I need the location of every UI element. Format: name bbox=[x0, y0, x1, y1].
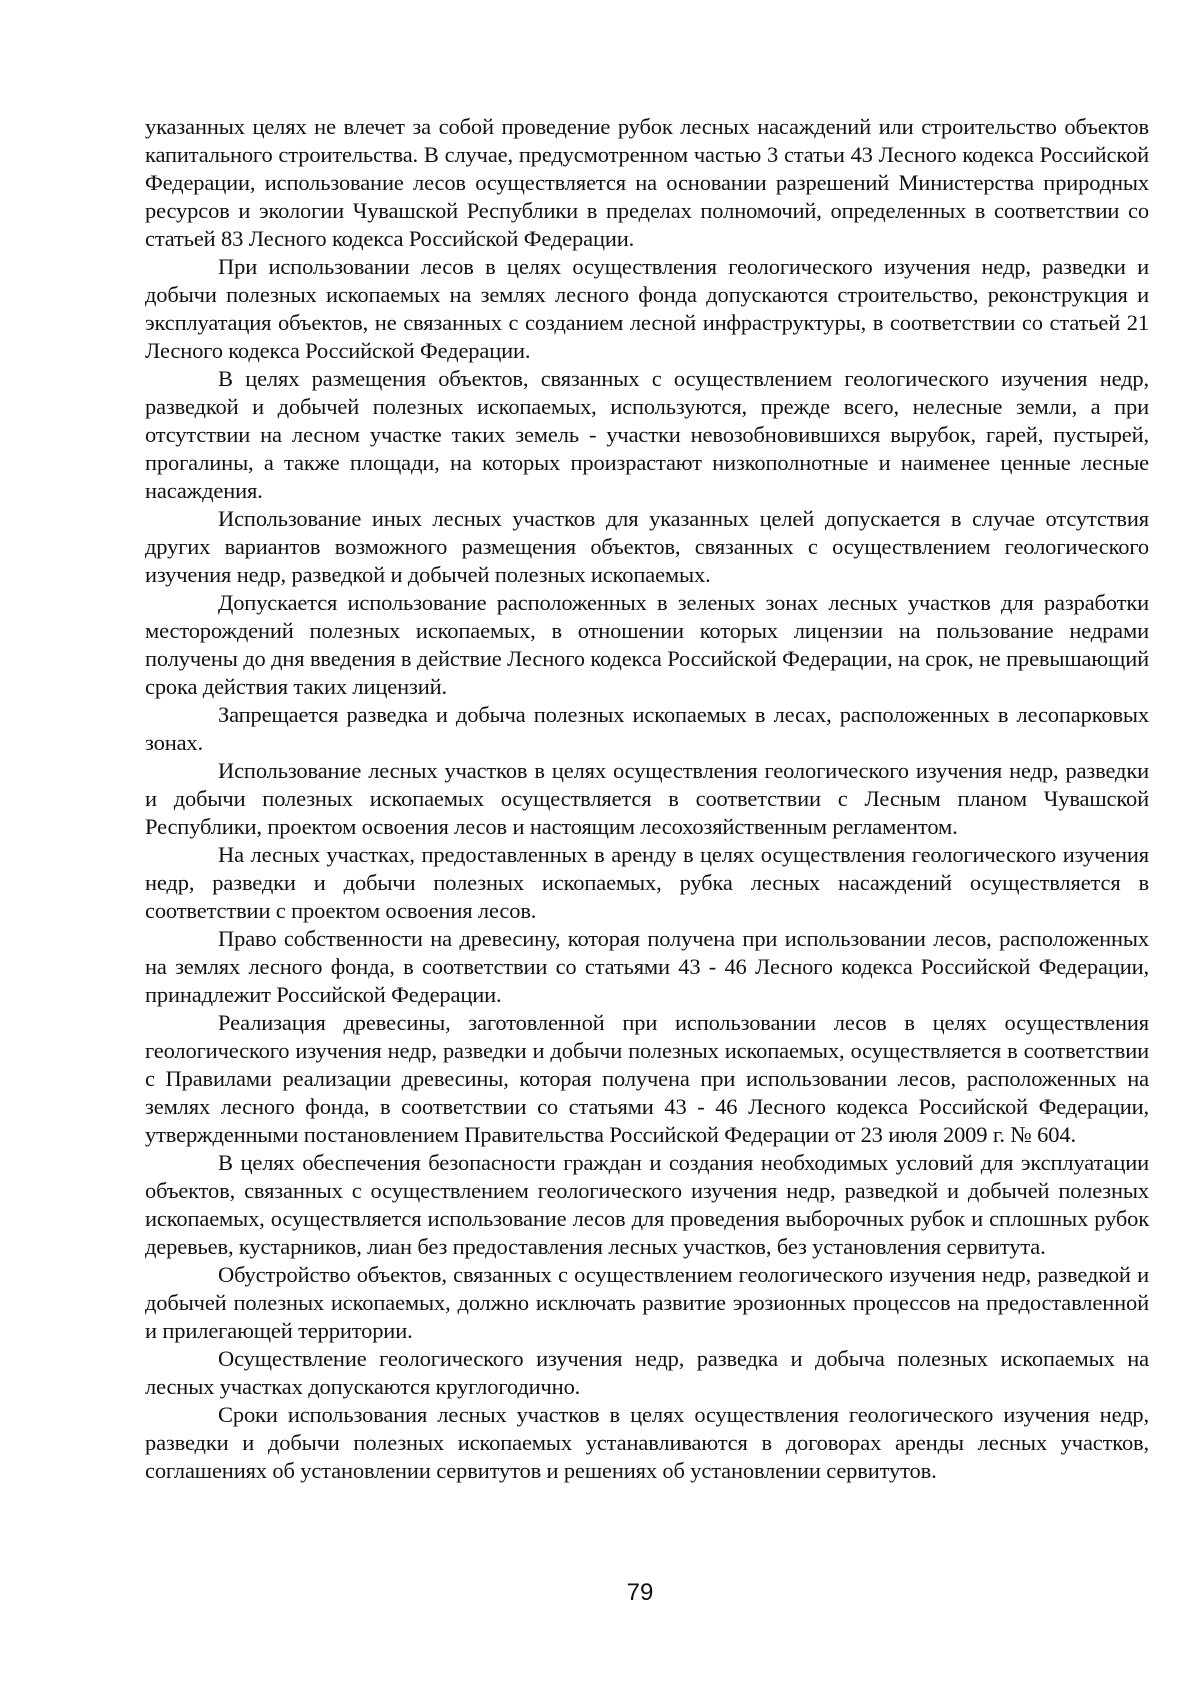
page-number: 79 bbox=[626, 1579, 654, 1606]
paragraph: Реализация древесины, заготовленной при использовании лесов в целях осуществления геологического изучения недр, разведки и добычи полезных ископаемых, осуществляется в соответствии с Правилами реализации древесины, которая получена при использовании лесов, расположенных на землях лесного фонда, в соответствии со статьями 43 - 46 Лесного кодекса Российской Федерации, утвержденными постановлением Правительства Российской Федерации от 23 июля 2009 г. № 604. bbox=[145, 1010, 1149, 1147]
paragraph: При использовании лесов в целях осуществления геологического изучения недр, разведки и добычи полезных ископаемых на землях лесного фонда допускаются строительство, реконструкция и эксплуатация объектов, не связанных с созданием лесной инфраструктуры, в соответствии со статьей 21 Лесного кодекса Российской Федерации. bbox=[145, 254, 1149, 363]
paragraph: Сроки использования лесных участков в целях осуществления геологического изучения недр, разведки и добычи полезных ископаемых устанавливаются в договорах аренды лесных участков, соглашениях об установлении сервитутов и решениях об установлении сервитутов. bbox=[145, 1402, 1149, 1483]
paragraph: В целях размещения объектов, связанных с осуществлением геологического изучения недр, разведкой и добычей полезных ископаемых, используются, прежде всего, нелесные земли, а при отсутствии на лесном участке таких земель - участки невозобновившихся вырубок, гарей, пустырей, прогалины, а также площади, на которых произрастают низкополнотные и наименее ценные лесные насаждения. bbox=[145, 366, 1149, 503]
paragraph: Допускается использование расположенных в зеленых зонах лесных участков для разработки месторождений полезных ископаемых, в отношении которых лицензии на пользование недрами получены до дня введения в действие Лесного кодекса Российской Федерации, на срок, не превышающий срока действия таких лицензий. bbox=[145, 590, 1149, 699]
paragraph: Запрещается разведка и добыча полезных ископаемых в лесах, расположенных в лесопарковых зонах. bbox=[145, 702, 1149, 755]
paragraph: Обустройство объектов, связанных с осуществлением геологического изучения недр, разведкой и добычей полезных ископаемых, должно исключать развитие эрозионных процессов на предоставленной и прилегающей территории. bbox=[145, 1262, 1149, 1343]
paragraph: На лесных участках, предоставленных в аренду в целях осуществления геологического изучения недр, разведки и добычи полезных ископаемых, рубка лесных насаждений осуществляется в соответствии с проектом освоения лесов. bbox=[145, 842, 1149, 923]
document-body bbox=[145, 113, 1149, 1485]
paragraph: Использование лесных участков в целях осуществления геологического изучения недр, разведки и добычи полезных ископаемых осуществляется в соответствии с Лесным планом Чувашской Республики, проектом освоения лесов и настоящим лесохозяйственным регламентом. bbox=[145, 758, 1149, 839]
paragraph: Осуществление геологического изучения недр, разведка и добыча полезных ископаемых на лесных участках допускаются круглогодично. bbox=[145, 1346, 1149, 1399]
paragraph: Право собственности на древесину, которая получена при использовании лесов, расположенных на землях лесного фонда, в соответствии со статьями 43 - 46 Лесного кодекса Российской Федерации, принадлежит Российской Федерации. bbox=[145, 926, 1149, 1007]
paragraph: В целях обеспечения безопасности граждан и создания необходимых условий для эксплуатации объектов, связанных с осуществлением геологического изучения недр, разведкой и добычей полезных ископаемых, осуществляется использование лесов для проведения выборочных рубок и сплошных рубок деревьев, кустарников, лиан без предоставления лесных участков, без установления сервитута. bbox=[145, 1150, 1149, 1259]
paragraph: Использование иных лесных участков для указанных целей допускается в случае отсутствия других вариантов возможного размещения объектов, связанных с осуществлением геологического изучения недр, разведкой и добычей полезных ископаемых. bbox=[145, 506, 1149, 587]
paragraph-continued: указанных целях не влечет за собой проведение рубок лесных насаждений или строительство объектов капитального строительства. В случае, предусмотренном частью 3 статьи 43 Лесного кодекса Российской Федерации, использование лесов осуществляется на основании разрешений Министерства природных ресурсов и экологии Чувашской Республики в пределах полномочий, определенных в соответствии со статьей 83 Лесного кодекса Российской Федерации. bbox=[145, 114, 1149, 251]
